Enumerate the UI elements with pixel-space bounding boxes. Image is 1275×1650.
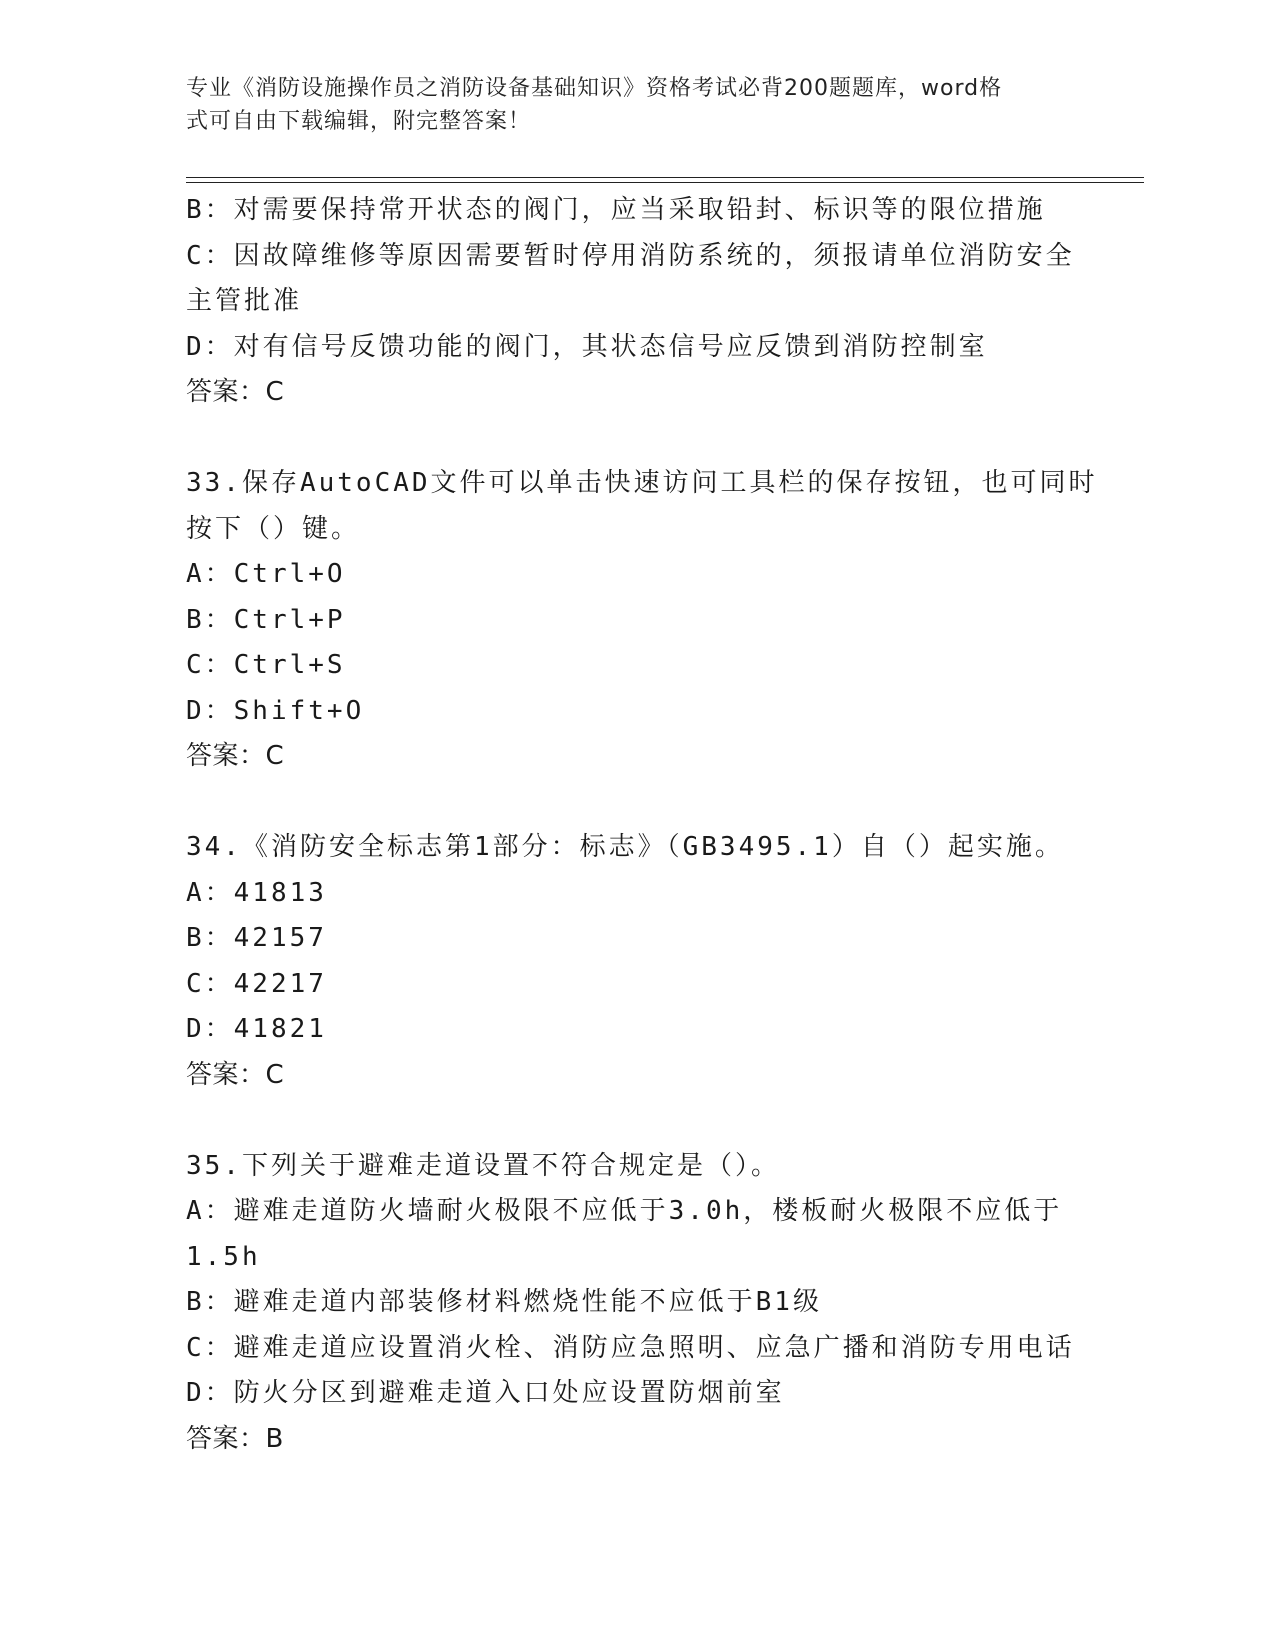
q33-answer: 答案：C — [186, 741, 285, 771]
q35-option-c: C：避难走道应设置消火栓、消防应急照明、应急广播和消防专用电话 — [186, 1332, 1075, 1363]
q35-option-a-line-2: 1.5h — [186, 1241, 261, 1272]
q35-answer: 答案：B — [186, 1423, 284, 1454]
q33-option-a: A：Ctrl+O — [186, 559, 346, 589]
q34-answer: 答案：C — [186, 1059, 285, 1090]
q34-option-b: B：42157 — [186, 923, 327, 953]
q34-stem: 34.《消防安全标志第1部分：标志》（GB3495.1）自（）起实施。 — [186, 832, 1064, 862]
q35-option-b: B：避难走道内部装修材料燃烧性能不应低于B1级 — [186, 1287, 822, 1317]
q35-option-d: D：防火分区到避难走道入口处应设置防烟前室 — [186, 1378, 785, 1408]
q33-option-b: B：Ctrl+P — [186, 604, 346, 635]
q32-option-c-line-1: C：因故障维修等原因需要暂时停用消防系统的，须报请单位消防安全 — [186, 240, 1075, 271]
q32-option-b: B：对需要保持常开状态的阀门，应当采取铅封、标识等的限位措施 — [186, 195, 1046, 225]
header-divider-bottom — [186, 182, 1144, 183]
q34-option-c: C：42217 — [186, 968, 327, 999]
q32-answer: 答案：C — [186, 377, 285, 407]
header-divider-top — [186, 177, 1144, 178]
question-content — [186, 188, 1098, 1462]
q35-stem: 35.下列关于避难走道设置不符合规定是（）。 — [186, 1150, 780, 1181]
header-line-1: 专业《消防设施操作员之消防设备基础知识》资格考试必背200题题库，word格 — [186, 76, 1003, 101]
q33-option-c: C：Ctrl+S — [186, 650, 346, 680]
document-header — [186, 72, 1066, 138]
q35-option-a-line-1: A：避难走道防火墙耐火极限不应低于3.0h，楼板耐火极限不应低于 — [186, 1196, 1063, 1226]
q32-option-c-line-2: 主管批准 — [186, 286, 303, 316]
q33-stem-line-2: 按下（）键。 — [186, 513, 361, 544]
q32-option-d: D：对有信号反馈功能的阀门，其状态信号应反馈到消防控制室 — [186, 331, 988, 362]
q33-option-d: D：Shift+O — [186, 695, 365, 726]
header-line-2: 式可自由下载编辑，附完整答案！ — [186, 109, 532, 134]
q34-option-d: D：41821 — [186, 1014, 327, 1044]
q34-option-a: A：41813 — [186, 877, 327, 908]
q33-stem-line-1: 33.保存AutoCAD文件可以单击快速访问工具栏的保存按钮，也可同时 — [186, 468, 1098, 498]
